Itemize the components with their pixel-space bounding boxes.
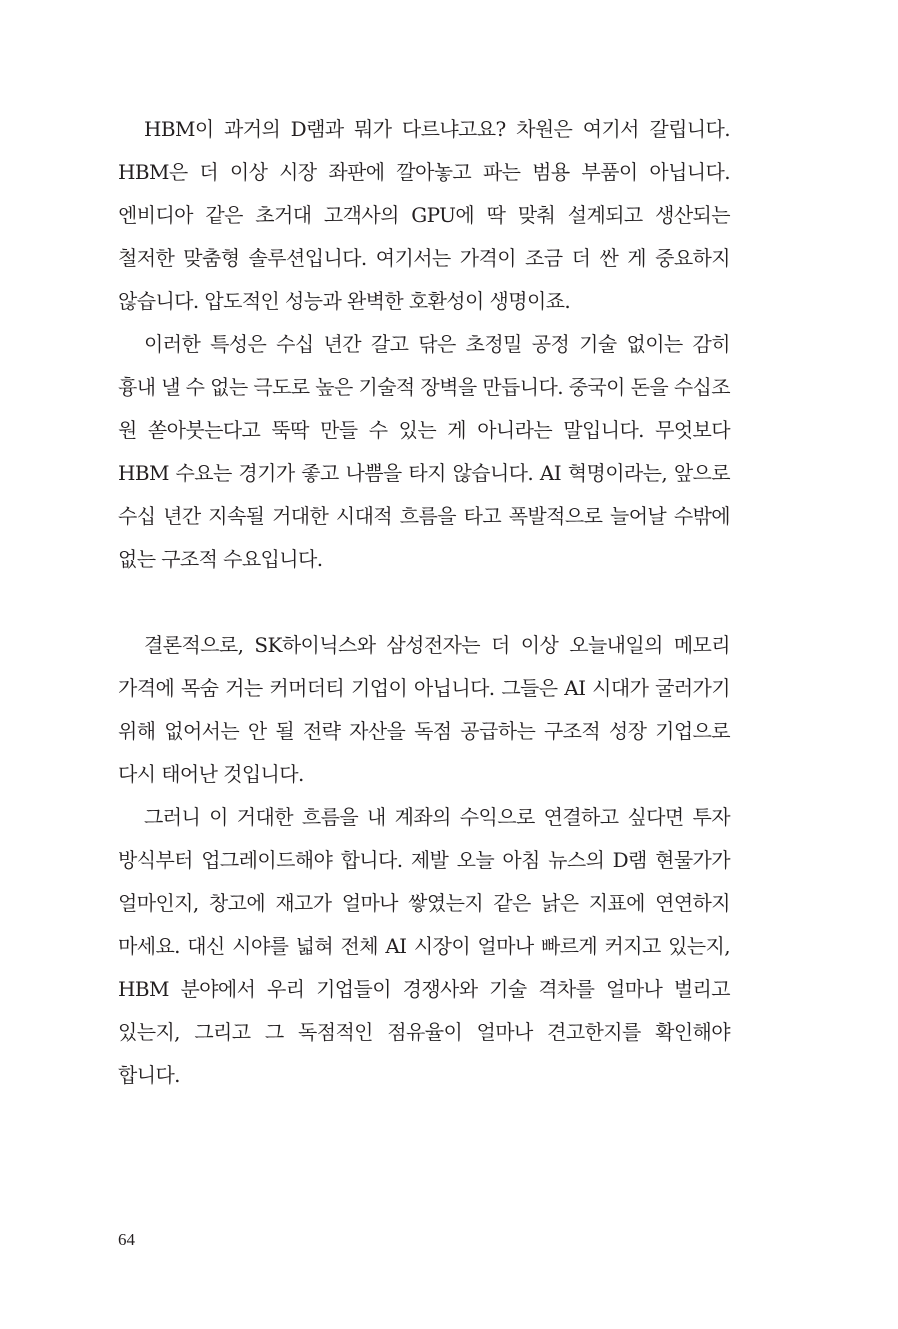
paragraph-hbm-difference: HBM이 과거의 D램과 뭐가 다르냐고요? 차원은 여기서 갈립니다. HBM은 더 이상 시장 좌판에 깔아놓고 파는 범용 부품이 아닙니다. 엔비디아 같은 초거대 고객사의 GPU에 딱 맞춰 설계되고 생산되는 철저한 맞춤형 솔루션입니다. 여기서는 가격이 조금 더 싼 게 중요하지 않습니다. 압도적인 성능과 완벽한 호환성이 생명이죠.	[118, 117, 730, 313]
paragraph-tech-barrier: 이러한 특성은 수십 년간 갈고 닦은 초정밀 공정 기술 없이는 감히 흉내 낼 수 없는 극도로 높은 기술적 장벽을 만듭니다. 중국이 돈을 수십조 원 쏟아붓는다고 뚝딱 만들 수 있는 게 아니라는 말입니다. 무엇보다 HBM 수요는 경기가 좋고 나쁨을 타지 않습니다. AI 혁명이라는, 앞으로 수십 년간 지속될 거대한 시대적 흐름을 타고 폭발적으로 늘어날 수밖에 없는 구조적 수요입니다.	[118, 332, 730, 571]
body-text	[118, 108, 730, 1097]
page-number: 64	[118, 1230, 135, 1249]
paragraph-conclusion: 결론적으로, SK하이닉스와 삼성전자는 더 이상 오늘내일의 메모리 가격에 목숨 거는 커머더티 기업이 아닙니다. 그들은 AI 시대가 굴러가기 위해 없어서는 안 될 전략 자산을 독점 공급하는 구조적 성장 기업으로 다시 태어난 것입니다.	[118, 633, 730, 786]
paragraph-investment-advice: 그러니 이 거대한 흐름을 내 계좌의 수익으로 연결하고 싶다면 투자 방식부터 업그레이드해야 합니다. 제발 오늘 아침 뉴스의 D램 현물가가 얼마인지, 창고에 재고가 얼마나 쌓였는지 같은 낡은 지표에 연연하지 마세요. 대신 시야를 넓혀 전체 AI 시장이 얼마나 빠르게 커지고 있는지, HBM 분야에서 우리 기업들이 경쟁사와 기술 격차를 얼마나 벌리고 있는지, 그리고 그 독점적인 점유율이 얼마나 견고한지를 확인해야 합니다.	[118, 805, 730, 1087]
section-gap	[118, 581, 730, 624]
